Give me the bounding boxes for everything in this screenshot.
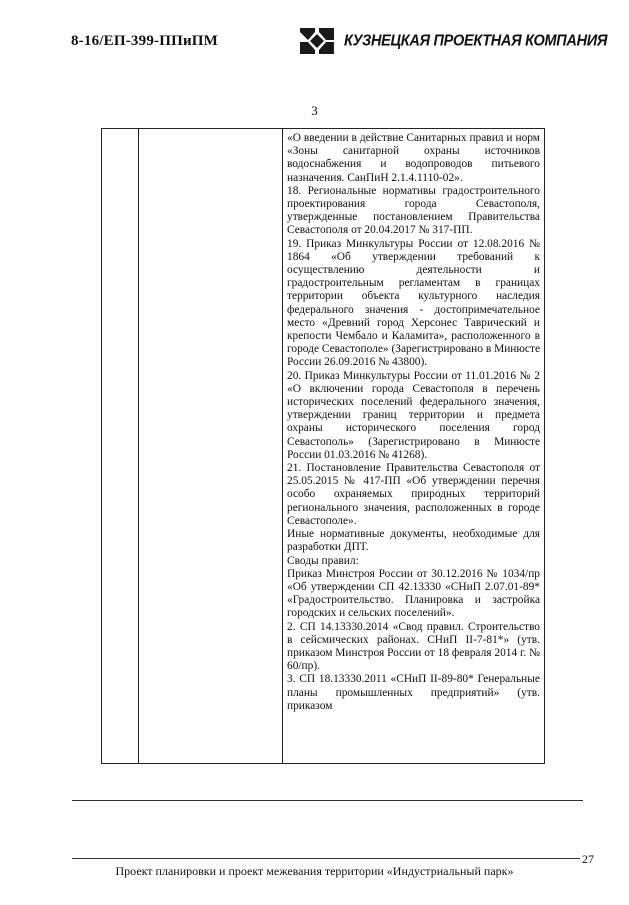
separator-line: [72, 800, 583, 801]
table-paragraph: Приказ Минстроя России от 30.12.2016 № 1034/пр «Об утверждении СП 42.13330 «СНиП 2.07.01-89* «Градостроительство. Планировка и застройка городских и сельских поселений».: [287, 567, 540, 620]
company-name: КУЗНЕЦКАЯ ПРОЕКТНАЯ КОМПАНИЯ: [344, 32, 608, 50]
requirements-table: [101, 128, 545, 764]
table-paragraph: «О введении в действие Санитарных правил и норм «Зоны санитарной охраны источников водоснабжения и водопроводов питьевого назначения. СанПиН 2.1.4.1110-02».: [287, 132, 540, 184]
sheet-number: 27: [582, 852, 594, 866]
footer-title: Проект планировки и проект межевания территории «Индустриальный парк»: [115, 864, 514, 878]
table-column-divider: [138, 129, 139, 763]
table-cell-content: [287, 132, 540, 713]
table-paragraph: 2. СП 14.13330.2014 «Свод правил. Строительство в сейсмических районах. СНиП II-7-81*» (утв. приказом Минстроя России от 18 февраля 2014 г. № 60/пр).: [287, 620, 540, 673]
document-code: 8-16/ЕП-399-ППиПМ: [71, 33, 219, 49]
footer-line: [72, 858, 580, 859]
table-column-divider: [282, 129, 283, 763]
page-number: 3: [311, 103, 318, 118]
table-paragraph: 21. Постановление Правительства Севастополя от 25.05.2015 № 417-ПП «Об утверждении перечня особо охраняемых природных территорий регионального значения, расположенных в городе Севастополе».: [287, 462, 540, 527]
table-paragraph: Иные нормативные документы, необходимые для разработки ДПТ.: [287, 528, 540, 554]
table-paragraph: Своды правил:: [287, 554, 359, 567]
table-paragraph: 19. Приказ Минкультуры России от 12.08.2016 № 1864 «Об утверждении требований к осуществлению деятельности и градостроительным регламентам в границах территории объекта культурного наследия федерального значения - достопримечательное место «Древний город Херсонес Таврический и крепости Чембало и Каламита», расположенного в городе Севастополе» (Зарегистрировано в Минюсте России 26.09.2016 № 43800).: [287, 237, 540, 369]
table-paragraph: 3. СП 18.13330.2011 «СНиП II-89-80* Генеральные планы промышленных предприятий» (утв. приказом: [287, 673, 540, 712]
table-paragraph: 20. Приказ Минкультуры России от 11.01.2016 № 2 «О включении города Севастополя в перечень исторических поселений федерального значения, утверждении границ территории и предмета охраны исторического поселения город Севастополь» (Зарегистрировано в Минюсте России 01.03.2016 № 41268).: [287, 369, 540, 461]
company-logo-icon: [300, 28, 334, 54]
table-paragraph: 18. Региональные нормативы градостроительного проектирования города Севастополя, утвержденные постановлением Правительства Севастополя от 20.04.2017 № 317-ПП.: [287, 184, 540, 237]
